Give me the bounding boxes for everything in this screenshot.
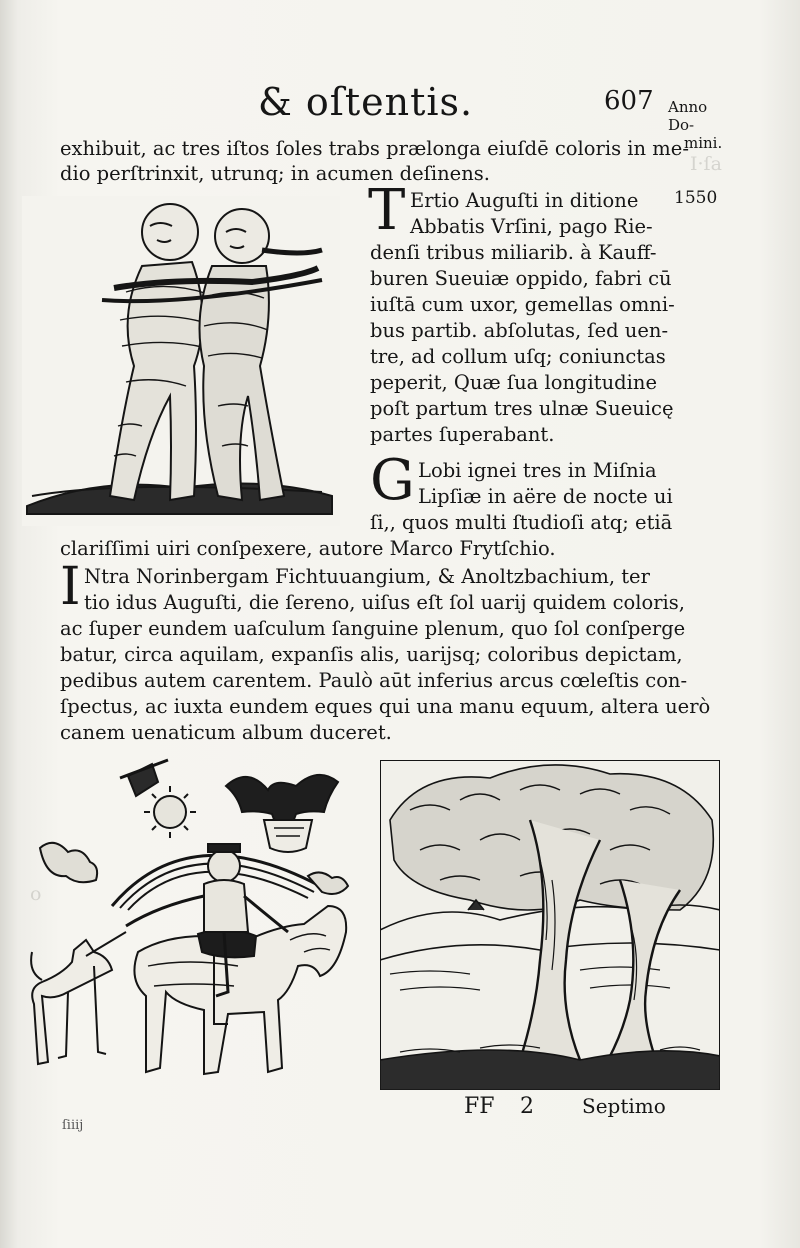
page-number: 607 <box>604 86 654 116</box>
drop-capital: T <box>368 178 406 243</box>
drop-capital: G <box>370 448 415 513</box>
text-line: Lobi ignei tres in Miſnia <box>418 459 657 482</box>
conjoined-twins-woodcut <box>22 196 340 526</box>
text-line: Lipſiæ in aëre de nocte ui <box>418 485 673 508</box>
signature-mark: FF <box>464 1094 495 1119</box>
text-line: tio idus Auguſti, die ſereno, uiſus eſt ſol uarij quidem coloris, <box>84 591 685 614</box>
margin-note-line: Anno Do- <box>668 98 708 134</box>
catchword: Septimo <box>582 1094 666 1118</box>
text-line: buren Sueuiæ oppido, fabri cū <box>370 267 672 290</box>
text-line: iuſtā cum uxor, gemellas omni- <box>370 293 675 316</box>
text-line: ſi,, quos multi ſtudioſi atq; etiā <box>370 511 673 534</box>
text-line: partes ſuperabant. <box>370 423 555 446</box>
text-line: clariſſimi uiri conſpexere, autore Marco Frytſchio. <box>60 537 556 560</box>
year-marginal: 1550 <box>674 188 718 208</box>
show-through-text: o <box>30 883 42 905</box>
text-line: ſpectus, ac iuxta eundem eques qui una manu equum, altera uerò <box>60 695 711 718</box>
stamp-text: ſiiij <box>62 1118 84 1133</box>
text-line: pedibus autem carentem. Paulò aūt inferius arcus cœleſtis con- <box>60 669 688 692</box>
text-line: ac ſuper eundem uaſculum ſanguine plenum, quo ſol conſperge <box>60 617 686 640</box>
text-line: peperit, Quæ ſua longitudine <box>370 371 657 394</box>
text-line: batur, circa aquilam, expanſis alis, uarijsq; coloribus depictam, <box>60 643 683 666</box>
text-line: Abbatis Vrſini, pago Rie- <box>410 215 653 238</box>
tree-woodcut <box>380 760 720 1090</box>
text-line: Ntra Norinbergam Fichtuuangium, & Anoltzbachium, ter <box>84 565 650 588</box>
text-line: tre, ad collum uſq; coniunctas <box>370 345 666 368</box>
text-line: exhibuit, ac tres iſtos ſoles trabs prælonga eiuſdē coloris in me- <box>60 137 689 160</box>
text-line: denſi tribus miliarib. à Kauff- <box>370 241 657 264</box>
text-line: poſt partum tres ulnæ Sueuicę <box>370 397 674 420</box>
margin-note-line: mini. <box>684 134 723 152</box>
drop-capital: I <box>60 557 81 617</box>
horseman-woodcut <box>28 756 374 1092</box>
running-head: & oſtentis. <box>258 80 474 124</box>
show-through-text: I·ſa <box>690 153 722 175</box>
text-line: dio perſtrinxit, utrunq; in acumen deſinens. <box>60 162 490 185</box>
signature-number: 2 <box>520 1094 534 1119</box>
text-line: Ertio Auguſti in ditione <box>410 189 639 212</box>
text-line: bus partib. abſolutas, ſed uen- <box>370 319 669 342</box>
text-line: canem uenaticum album duceret. <box>60 721 392 744</box>
